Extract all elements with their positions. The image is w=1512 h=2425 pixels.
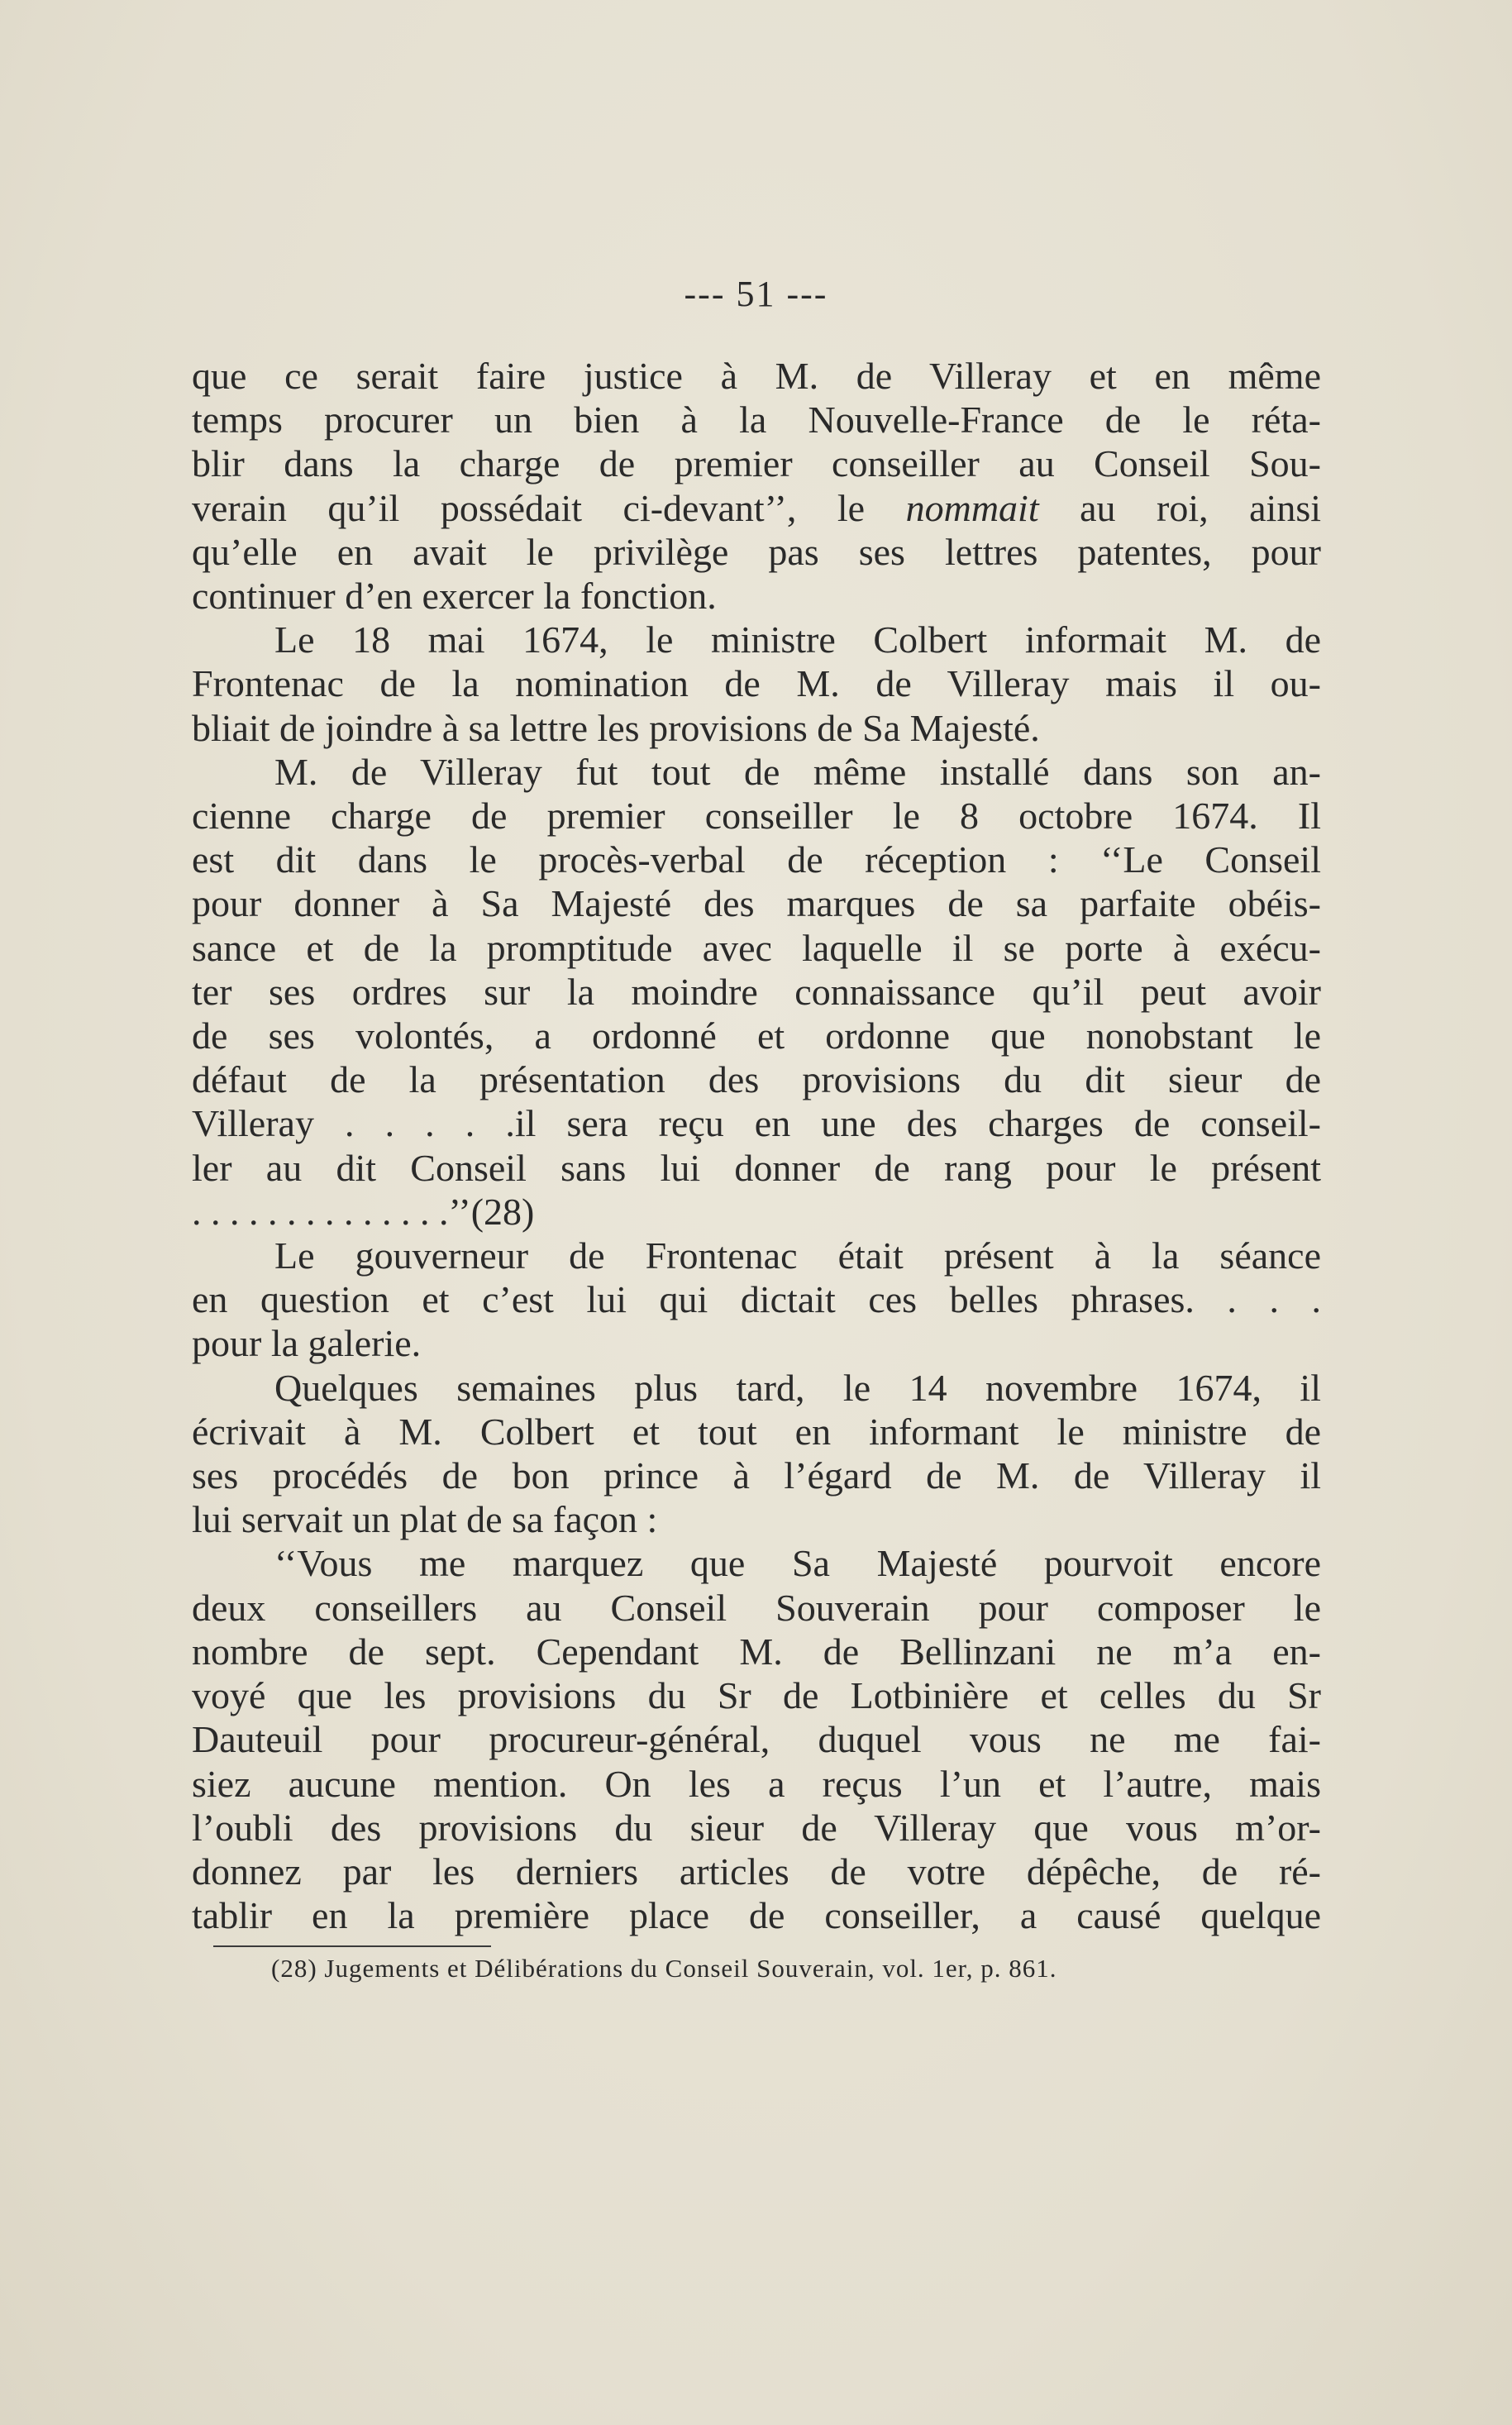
- text-line: qu’elle en avait le privilège pas ses lettres patentes, pour: [192, 530, 1321, 573]
- text-segment: au roi, ainsi: [1080, 486, 1322, 529]
- text-line: lui servait un plat de sa façon :: [192, 1498, 658, 1541]
- text-line: défaut de la présentation des provisions du dit sieur de: [192, 1058, 1321, 1101]
- text-line: Dauteuil pour procureur-général, duquel vous ne me fai-: [192, 1718, 1321, 1761]
- text-line: temps procurer un bien à la Nouvelle-France de le réta-: [192, 399, 1321, 442]
- text-line: bliait de joindre à sa lettre les provisions de Sa Majesté.: [192, 706, 1040, 749]
- text-line: pour la galerie.: [192, 1322, 422, 1365]
- text-line: deux conseillers au Conseil Souverain pour composer le: [192, 1586, 1321, 1629]
- body-text: [192, 354, 1321, 1937]
- text-line: en question et c’est lui qui dictait ces belles phrases. . . .: [192, 1278, 1321, 1321]
- text-line: est dit dans le procès-verbal de réception : ‘‘Le Conseil: [192, 838, 1321, 881]
- text-line: continuer d’en exercer la fonction.: [192, 575, 717, 618]
- text-line: ses procédés de bon prince à l’égard de M. de Villeray il: [192, 1454, 1321, 1497]
- text-line: sance et de la promptitude avec laquelle il se porte à exécu-: [192, 926, 1321, 969]
- paragraph: [192, 618, 1321, 750]
- text-line: blir dans la charge de premier conseiller au Conseil Sou-: [192, 442, 1321, 485]
- text-line: de ses volontés, a ordonné et ordonne que nonobstant le: [192, 1014, 1321, 1057]
- text-line: Le 18 mai 1674, le ministre Colbert informait M. de: [274, 618, 1321, 661]
- text-line: ler au dit Conseil sans lui donner de rang pour le présent: [192, 1146, 1321, 1189]
- paragraph: [192, 354, 1321, 618]
- text-line: que ce serait faire justice à M. de Villeray et en même: [192, 355, 1321, 397]
- footnote: (28) Jugements et Délibérations du Conseil Souverain, vol. 1er, p. 861.: [271, 1954, 1057, 1983]
- paragraph: [192, 1366, 1321, 1542]
- text-line: siez aucune mention. On les a reçus l’un et l’autre, mais: [192, 1762, 1321, 1805]
- text-line: Le gouverneur de Frontenac était présent à la séance: [274, 1234, 1321, 1277]
- text-line: Quelques semaines plus tard, le 14 novembre 1674, il: [274, 1366, 1321, 1409]
- footnote-divider: [213, 1945, 491, 1947]
- text-segment: verain qu’il possédait ci-devant’’, le: [192, 486, 866, 529]
- text-line: cienne charge de premier conseiller le 8 octobre 1674. Il: [192, 795, 1321, 838]
- text-line: M. de Villeray fut tout de même installé dans son an-: [274, 750, 1321, 793]
- text-line: écrivait à M. Colbert et tout en informant le ministre de: [192, 1410, 1321, 1453]
- page-number: --- 51 ---: [684, 274, 828, 314]
- text-line: [192, 486, 1321, 530]
- text-line: . . . . . . . . . . . . . .’’(28): [192, 1190, 535, 1233]
- text-line: ‘‘Vous me marquez que Sa Majesté pourvoit encore: [274, 1542, 1321, 1585]
- paragraph: [192, 1234, 1321, 1366]
- text-line: Villeray . . . . .il sera reçu en une des charges de conseil-: [192, 1102, 1321, 1145]
- text-line: l’oubli des provisions du sieur de Villeray que vous m’or-: [192, 1806, 1321, 1849]
- text-line: Frontenac de la nomination de M. de Villeray mais il ou-: [192, 662, 1321, 705]
- text-line: pour donner à Sa Majesté des marques de sa parfaite obéis-: [192, 882, 1321, 925]
- text-line: nombre de sept. Cependant M. de Bellinzani ne m’a en-: [192, 1630, 1321, 1673]
- paragraph: [192, 1541, 1321, 1937]
- paragraph: [192, 750, 1321, 1234]
- italic-word: nommait: [905, 486, 1039, 529]
- text-line: voyé que les provisions du Sr de Lotbinière et celles du Sr: [192, 1674, 1321, 1717]
- text-line: tablir en la première place de conseiller, a causé quelque: [192, 1894, 1321, 1937]
- text-line: donnez par les derniers articles de votre dépêche, de ré-: [192, 1850, 1321, 1893]
- text-line: ter ses ordres sur la moindre connaissance qu’il peut avoir: [192, 970, 1321, 1013]
